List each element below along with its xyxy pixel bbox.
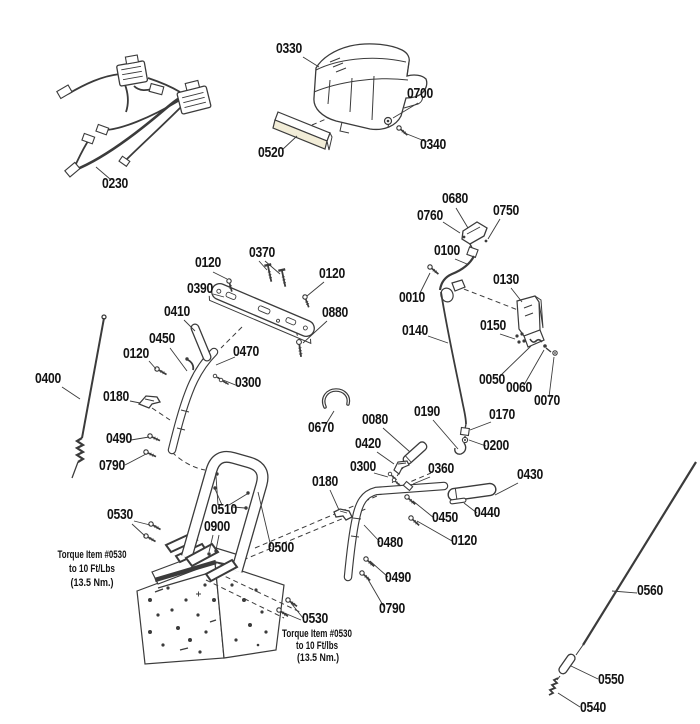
part-label-0790-center: 0790: [379, 601, 406, 617]
part-label-0080: 0080: [362, 412, 389, 428]
part-label-0670: 0670: [308, 420, 335, 436]
part-label-0050: 0050: [479, 372, 506, 388]
part-label-0490-left: 0490: [106, 431, 133, 447]
part-label-0440: 0440: [474, 505, 501, 521]
part-label-0190: 0190: [414, 404, 441, 420]
part-label-0070: 0070: [534, 393, 561, 409]
part-label-0370: 0370: [249, 245, 276, 261]
torque-note-2-line-2: to 10 Ft/lbs: [296, 640, 338, 652]
part-label-0480: 0480: [377, 535, 404, 551]
part-label-0750: 0750: [493, 203, 520, 219]
part-label-0560: 0560: [637, 583, 664, 599]
part-label-0200: 0200: [483, 438, 510, 454]
part-label-0430: 0430: [517, 467, 544, 483]
part-label-0700: 0700: [407, 86, 434, 102]
part-label-0450-upper: 0450: [149, 331, 176, 347]
part-label-0530-bottom: 0530: [302, 611, 329, 627]
part-label-0170: 0170: [489, 407, 516, 423]
torque-note-2-line-3: (13.5 Nm.): [297, 652, 340, 664]
part-label-0520: 0520: [258, 145, 285, 161]
part-label-0120-topright: 0120: [319, 266, 346, 282]
part-label-0180-left: 0180: [103, 389, 130, 405]
part-label-0120-topleft: 0120: [195, 255, 222, 271]
part-label-0410: 0410: [164, 304, 191, 320]
part-label-0060: 0060: [506, 380, 533, 396]
part-labels: [35, 41, 663, 716]
torque-note-1-line-2: to 10 Ft/Lbs: [69, 563, 115, 575]
part-label-0150: 0150: [480, 318, 507, 334]
part-label-0760: 0760: [417, 208, 444, 224]
part-label-0540: 0540: [580, 700, 607, 716]
part-label-0530-upper: 0530: [107, 507, 134, 523]
part-label-0120-midleft: 0120: [123, 346, 150, 362]
wire-harness-drawing: [57, 55, 211, 177]
part-label-0420: 0420: [355, 436, 382, 452]
part-label-0490-center: 0490: [385, 570, 412, 586]
part-label-0130: 0130: [493, 272, 520, 288]
part-label-0400: 0400: [35, 371, 62, 387]
part-label-0230: 0230: [102, 176, 129, 192]
part-label-0300-upper: 0300: [235, 375, 262, 391]
part-label-0470: 0470: [233, 344, 260, 360]
torque-note-1-line-1: Torque Item #0530: [57, 549, 127, 561]
part-label-0360: 0360: [428, 461, 455, 477]
part-label-0880: 0880: [322, 305, 349, 321]
spring-hook-drawing: [324, 390, 349, 407]
part-label-0900: 0900: [204, 519, 231, 535]
part-label-0680: 0680: [442, 191, 469, 207]
part-label-0550: 0550: [598, 672, 625, 688]
part-label-0510: 0510: [211, 502, 238, 518]
part-label-0140: 0140: [402, 323, 429, 339]
part-label-0180-center: 0180: [312, 474, 339, 490]
torque-note-1-line-3: (13.5 Nm.): [70, 577, 114, 589]
torque-note-2-line-1: Torque Item #0530: [282, 628, 352, 640]
part-label-0100: 0100: [434, 243, 461, 259]
part-label-0390: 0390: [187, 281, 214, 297]
cable-drawing: [549, 462, 696, 695]
part-label-0010: 0010: [399, 290, 426, 306]
part-label-0790-left: 0790: [99, 458, 126, 474]
part-label-0450-center: 0450: [432, 510, 459, 526]
part-label-0300-center: 0300: [350, 459, 377, 475]
part-label-0330: 0330: [276, 41, 303, 57]
part-label-0340: 0340: [420, 137, 447, 153]
part-label-0500: 0500: [268, 540, 295, 556]
part-label-0120-center: 0120: [451, 533, 478, 549]
clutch-rod-drawing: [72, 315, 106, 478]
